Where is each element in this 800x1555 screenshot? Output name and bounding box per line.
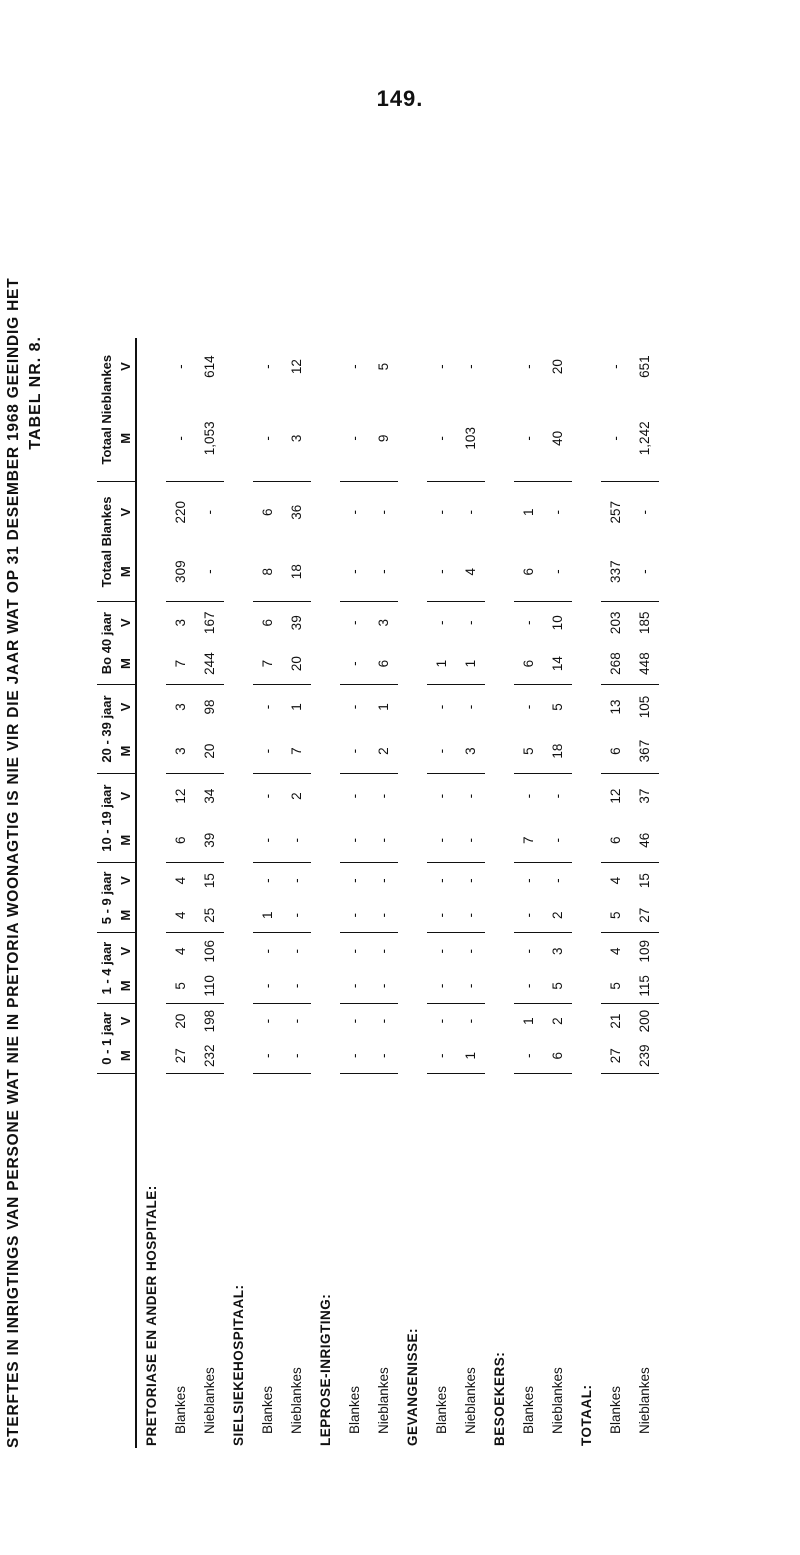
table-cell: - — [427, 818, 456, 863]
table-cell: 4 — [173, 876, 188, 885]
table-cell: - — [456, 969, 485, 1003]
table-cell: 651 — [637, 355, 652, 378]
table-cell: - — [166, 395, 195, 482]
sex-header: V — [118, 791, 133, 801]
table-cell: - — [550, 878, 565, 883]
sex-header: M — [116, 969, 136, 1003]
table-cell: 220 — [173, 500, 188, 524]
table-cell: - — [369, 1038, 398, 1073]
table-cell: 5 — [601, 898, 630, 933]
table-cell: 3 — [166, 729, 195, 774]
table-cell: 239 — [630, 1038, 659, 1073]
age-group-header: 5 - 9 jaar — [97, 863, 116, 933]
table-cell: 39 — [195, 818, 224, 863]
section-label: LEPROSE-INRIGTING: — [318, 1293, 333, 1446]
table-cell: - — [434, 620, 449, 626]
table-cell: - — [282, 898, 311, 933]
sex-header: M — [116, 818, 136, 863]
sex-header: M — [116, 729, 136, 774]
table-cell: 15 — [202, 873, 217, 889]
table-cell: 1,242 — [630, 395, 659, 482]
section-label: BESOEKERS: — [492, 1351, 507, 1446]
table-cell: - — [340, 542, 369, 602]
table-cell: 20 — [195, 729, 224, 774]
table-cell: 105 — [637, 695, 652, 719]
table-cell: 232 — [195, 1038, 224, 1073]
sex-header: V — [118, 702, 133, 712]
table-cell: 5 — [166, 969, 195, 1003]
table-cell: 39 — [289, 615, 304, 631]
section-label: GEVANGENISSE: — [405, 1327, 420, 1446]
row-label: Nieblankes — [289, 1367, 304, 1434]
table-cell: 2 — [543, 898, 572, 933]
age-group-header: Totaal Nieblankes — [97, 338, 116, 482]
table-cell: 3 — [173, 703, 188, 711]
table-cell: 1 — [456, 643, 485, 684]
table-cell: 257 — [608, 500, 623, 524]
table-cell: - — [463, 509, 478, 515]
table-cell: 6 — [601, 818, 630, 863]
table-row — [340, 338, 369, 1448]
table-cell: 244 — [195, 643, 224, 684]
sex-header-row — [116, 338, 136, 1448]
table-cell: - — [347, 509, 362, 515]
table-cell: - — [369, 898, 398, 933]
table-row — [166, 338, 195, 1448]
table-cell: 6 — [543, 1038, 572, 1073]
table-cell: 4 — [608, 947, 623, 955]
table-cell: 268 — [601, 643, 630, 684]
row-label: Blankes — [347, 1385, 362, 1434]
row-label: Nieblankes — [637, 1367, 652, 1434]
table-cell: - — [427, 969, 456, 1003]
table-cell: 4 — [456, 542, 485, 602]
table-cell: - — [514, 969, 543, 1003]
table-row — [456, 338, 485, 1448]
table-cell: - — [347, 948, 362, 954]
table-cell: - — [347, 620, 362, 626]
table-cell: 1 — [456, 1038, 485, 1073]
table-cell: - — [369, 542, 398, 602]
table-cell: 5 — [514, 729, 543, 774]
table-cell: - — [434, 878, 449, 883]
section-row — [136, 338, 166, 1448]
table-cell: - — [340, 818, 369, 863]
table-cell: 37 — [637, 788, 652, 804]
sex-header: V — [118, 946, 133, 956]
table-cell: 5 — [543, 969, 572, 1003]
table-cell: - — [514, 1038, 543, 1073]
table-row — [514, 338, 543, 1448]
table-cell: 13 — [608, 699, 623, 715]
table-cell: - — [521, 878, 536, 883]
section-row — [398, 338, 427, 1448]
age-group-header: 1 - 4 jaar — [97, 933, 116, 1003]
table-cell: 185 — [637, 611, 652, 635]
table-cell: - — [463, 1018, 478, 1024]
table-cell: - — [434, 364, 449, 369]
table-cell: 4 — [166, 898, 195, 933]
table-cell: - — [550, 509, 565, 515]
table-cell: 6 — [166, 818, 195, 863]
table-cell: 309 — [166, 542, 195, 602]
table-cell: - — [289, 1018, 304, 1024]
table-cell: 20 — [282, 643, 311, 684]
table-cell: - — [521, 364, 536, 369]
row-label: Nieblankes — [463, 1367, 478, 1434]
table-cell: - — [456, 818, 485, 863]
table-cell: 1 — [253, 898, 282, 933]
table-cell: - — [514, 395, 543, 482]
table-cell: - — [289, 948, 304, 954]
sex-header: V — [118, 362, 133, 371]
table-cell: - — [260, 704, 275, 710]
sex-header: V — [118, 507, 133, 517]
table-cell: 3 — [376, 619, 391, 627]
table-cell: 27 — [166, 1038, 195, 1073]
table-cell: 7 — [253, 643, 282, 684]
table-cell: - — [427, 542, 456, 602]
table-cell: - — [608, 364, 623, 369]
table-cell: 27 — [601, 1038, 630, 1073]
table-cell: - — [521, 793, 536, 799]
table-cell: 5 — [550, 703, 565, 711]
table-cell: - — [601, 395, 630, 482]
table-cell: 200 — [637, 1009, 652, 1033]
table-cell: 20 — [173, 1013, 188, 1029]
sex-header: M — [116, 1038, 136, 1073]
table-cell: 3 — [550, 947, 565, 955]
table-cell: 2 — [550, 1017, 565, 1025]
table-cell: 203 — [608, 611, 623, 635]
table-cell: - — [253, 729, 282, 774]
table-cell: 9 — [369, 395, 398, 482]
table-cell: - — [260, 793, 275, 799]
table-cell: 448 — [630, 643, 659, 684]
table-cell: - — [347, 1018, 362, 1024]
table-cell: - — [289, 878, 304, 883]
table-cell: - — [282, 1038, 311, 1073]
table-cell: - — [376, 509, 391, 515]
table-cell: 1 — [521, 508, 536, 516]
age-group-header: 20 - 39 jaar — [97, 684, 116, 773]
table-cell: 6 — [514, 643, 543, 684]
table-cell: 3 — [456, 729, 485, 774]
table-cell: - — [463, 704, 478, 710]
section-label: SIELSIEKEHOSPITAAL: — [231, 1284, 246, 1446]
sex-header: V — [118, 1016, 133, 1026]
table-cell: - — [253, 969, 282, 1003]
table-row — [543, 338, 572, 1448]
row-label: Blankes — [434, 1385, 449, 1434]
table-cell: 40 — [543, 395, 572, 482]
table-cell: 3 — [282, 395, 311, 482]
table-cell: 6 — [514, 542, 543, 602]
table-cell: 8 — [253, 542, 282, 602]
section-label: PRETORIASE EN ANDER HOSPITALE: — [144, 1185, 159, 1446]
row-label: Nieblankes — [376, 1367, 391, 1434]
table-cell: 3 — [173, 619, 188, 627]
table-cell: 4 — [173, 947, 188, 955]
table-cell: 167 — [202, 611, 217, 635]
table-cell: 7 — [282, 729, 311, 774]
table-cell: - — [463, 948, 478, 954]
sex-header: V — [118, 618, 133, 628]
table-cell: 337 — [601, 542, 630, 602]
table-cell: 1 — [376, 703, 391, 711]
table-cell: - — [347, 704, 362, 710]
table-cell: - — [340, 898, 369, 933]
table-cell: - — [376, 793, 391, 799]
table-row — [601, 338, 630, 1448]
table-cell: 367 — [630, 729, 659, 774]
row-label: Nieblankes — [550, 1367, 565, 1434]
table-cell: - — [173, 364, 188, 369]
sex-header: M — [116, 395, 136, 482]
page-number: 149. — [376, 86, 424, 111]
row-label: Blankes — [260, 1385, 275, 1434]
table-cell: - — [340, 729, 369, 774]
section-row — [224, 338, 253, 1448]
table-cell: 36 — [289, 504, 304, 520]
table-cell: - — [427, 1038, 456, 1073]
sex-header: V — [118, 876, 133, 885]
table-cell: 103 — [456, 395, 485, 482]
row-label: Nieblankes — [202, 1367, 217, 1434]
table-cell: - — [427, 729, 456, 774]
table-cell: 18 — [543, 729, 572, 774]
table-cell: 6 — [369, 643, 398, 684]
table-cell: 20 — [550, 359, 565, 375]
table-cell: - — [514, 898, 543, 933]
table-cell: 2 — [289, 792, 304, 800]
row-label-header — [97, 1074, 116, 1449]
table-cell: - — [340, 969, 369, 1003]
table-cell: 10 — [550, 615, 565, 631]
table-cell: 25 — [195, 898, 224, 933]
table-cell: 7 — [166, 643, 195, 684]
table-cell: - — [434, 1018, 449, 1024]
section-label: TOTAAL: — [579, 1384, 594, 1446]
table-cell: 4 — [608, 876, 623, 885]
row-label: Blankes — [173, 1385, 188, 1434]
table-cell: 614 — [202, 355, 217, 378]
age-group-header: Totaal Blankes — [97, 482, 116, 602]
table-cell: - — [347, 878, 362, 883]
table-cell: - — [253, 1038, 282, 1073]
table-body — [136, 338, 659, 1448]
table-cell: - — [521, 948, 536, 954]
table-cell: - — [195, 542, 224, 602]
section-row — [485, 338, 514, 1448]
table-cell: - — [637, 509, 652, 515]
table-cell: 12 — [173, 788, 188, 804]
sex-header: M — [116, 542, 136, 602]
table-cell: 12 — [608, 788, 623, 804]
table-cell: - — [434, 793, 449, 799]
table-cell: 46 — [630, 818, 659, 863]
table-cell: - — [376, 1018, 391, 1024]
table-cell: 6 — [601, 729, 630, 774]
table-cell: 34 — [202, 788, 217, 804]
section-row — [311, 338, 340, 1448]
table-cell: - — [463, 364, 478, 369]
table-cell: 2 — [369, 729, 398, 774]
table-cell: - — [260, 1018, 275, 1024]
table-cell: - — [463, 620, 478, 626]
table-cell: - — [369, 969, 398, 1003]
table-cell: - — [376, 878, 391, 883]
table-row — [369, 338, 398, 1448]
table-cell: - — [369, 818, 398, 863]
table-cell: 98 — [202, 699, 217, 715]
table-cell: 12 — [289, 359, 304, 375]
table-cell: 106 — [202, 939, 217, 963]
table-cell: - — [347, 793, 362, 799]
table-cell: - — [282, 818, 311, 863]
table-cell: - — [521, 704, 536, 710]
table-row — [282, 338, 311, 1448]
table-cell: - — [543, 818, 572, 863]
table-cell: 27 — [630, 898, 659, 933]
table-cell: 110 — [195, 969, 224, 1003]
table-cell: 1,053 — [195, 395, 224, 482]
age-group-header: 10 - 19 jaar — [97, 774, 116, 863]
table-row — [253, 338, 282, 1448]
table-cell: 198 — [202, 1009, 217, 1033]
rotated-table-sheet — [5, 277, 795, 1448]
table-cell: 5 — [376, 362, 391, 371]
table-cell: - — [260, 364, 275, 369]
table-cell: 15 — [637, 873, 652, 889]
table-cell: 1 — [289, 703, 304, 711]
table-cell: - — [340, 395, 369, 482]
table-cell: - — [456, 898, 485, 933]
age-group-header: Bo 40 jaar — [97, 602, 116, 685]
table-number: TABEL NR. 8. — [27, 336, 44, 450]
table-cell: - — [427, 395, 456, 482]
table-cell: - — [463, 793, 478, 799]
table-cell: 115 — [630, 969, 659, 1003]
table-cell: - — [550, 793, 565, 799]
table-cell: 5 — [601, 969, 630, 1003]
table-cell: - — [434, 948, 449, 954]
table-cell: - — [521, 620, 536, 626]
table-cell: 7 — [514, 818, 543, 863]
table-cell: - — [340, 643, 369, 684]
table-cell: 1 — [521, 1017, 536, 1025]
table-cell: - — [543, 542, 572, 602]
table-cell: - — [260, 948, 275, 954]
section-row — [572, 338, 601, 1448]
sex-header: M — [116, 898, 136, 933]
table-cell: 1 — [427, 643, 456, 684]
table-cell: - — [463, 878, 478, 883]
mortality-table — [97, 338, 659, 1448]
table-cell: - — [260, 878, 275, 883]
table-cell: - — [630, 542, 659, 602]
table-cell: - — [347, 364, 362, 369]
row-label: Blankes — [608, 1385, 623, 1434]
table-cell: - — [202, 509, 217, 515]
table-cell: 6 — [260, 619, 275, 627]
table-cell: 6 — [260, 508, 275, 516]
table-cell: - — [376, 948, 391, 954]
table-row — [427, 338, 456, 1448]
table-cell: 21 — [608, 1013, 623, 1029]
table-cell: 14 — [543, 643, 572, 684]
table-cell: - — [434, 509, 449, 515]
table-cell: - — [282, 969, 311, 1003]
sex-header: M — [116, 643, 136, 684]
table-cell: - — [253, 395, 282, 482]
table-row — [195, 338, 224, 1448]
table-cell: - — [253, 818, 282, 863]
table-row — [630, 338, 659, 1448]
table-cell: 109 — [637, 939, 652, 963]
table-cell: 18 — [282, 542, 311, 602]
table-cell: - — [427, 898, 456, 933]
table-cell: - — [434, 704, 449, 710]
table-cell: - — [340, 1038, 369, 1073]
age-group-header: 0 - 1 jaar — [97, 1003, 116, 1073]
table-title: STERFTES IN INRIGTINGS VAN PERSONE WAT NIE IN PRETORIA WOONAGTIG IS NIE VIR DIE JAAR WAT OP 31 DESEMBER 1968 GEEINDIG HET — [5, 277, 22, 1448]
row-label: Blankes — [521, 1385, 536, 1434]
